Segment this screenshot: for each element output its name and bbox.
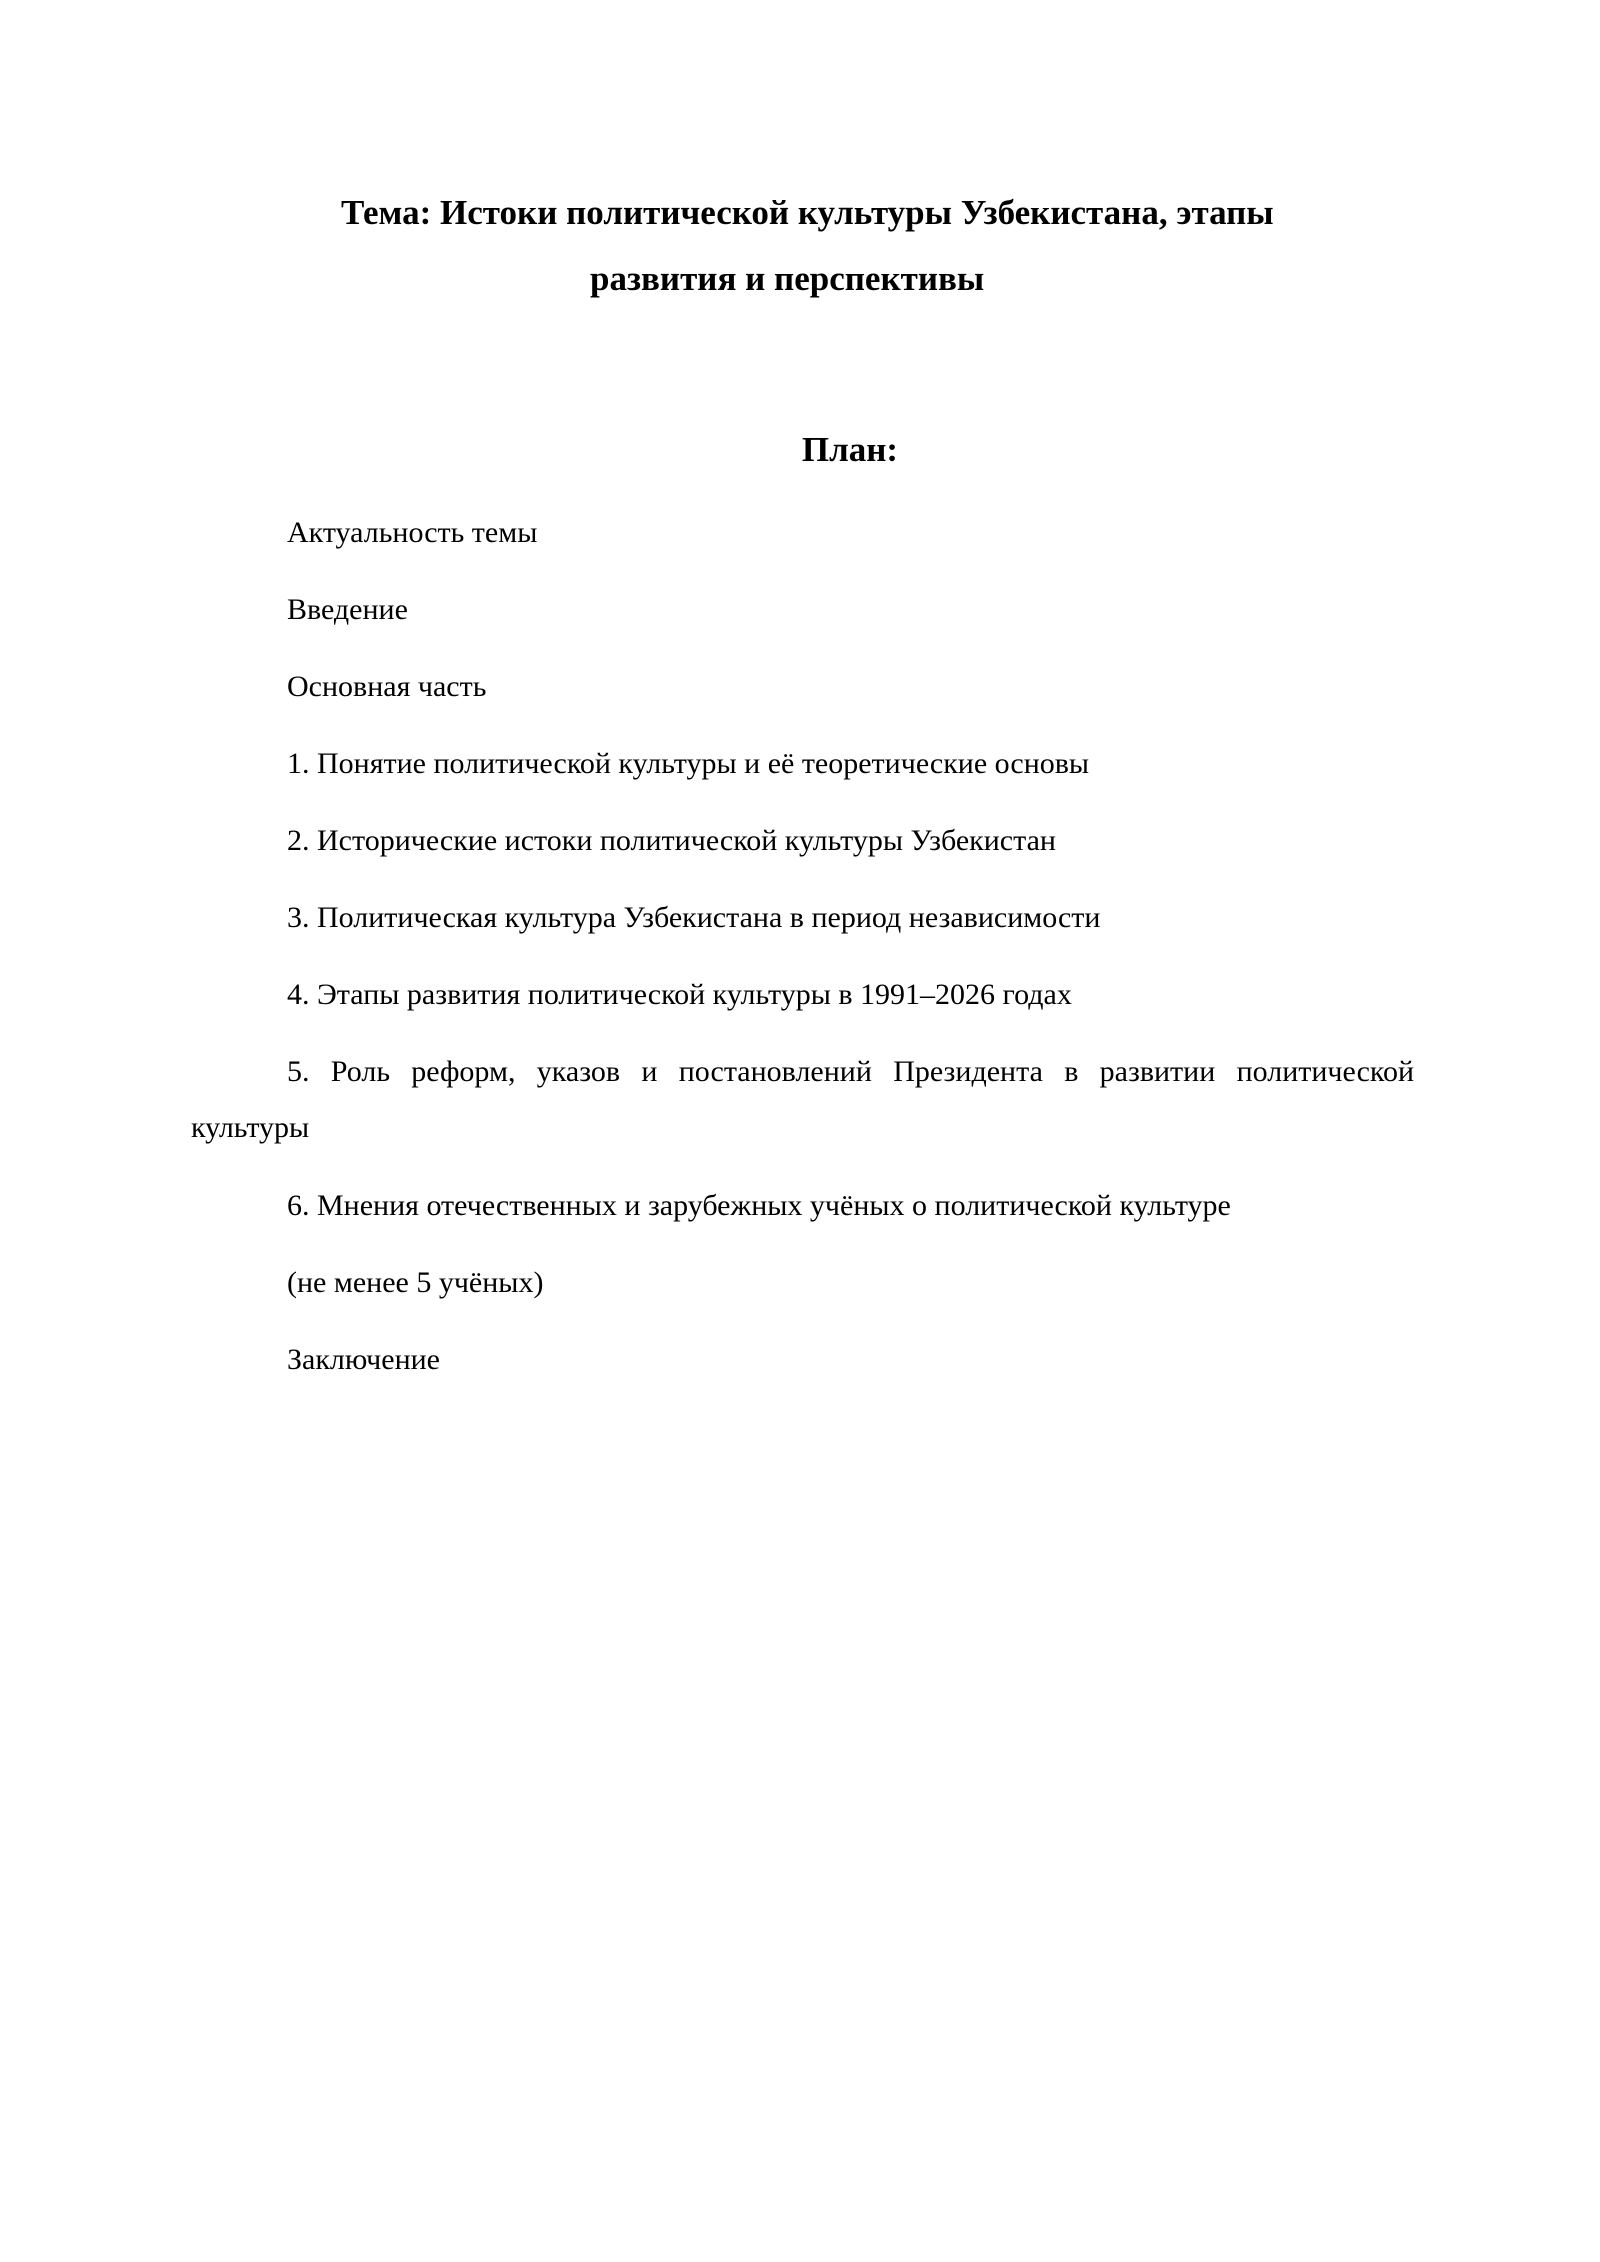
plan-item-main-part: Основная часть	[287, 670, 487, 703]
plan-item-6-note: (не менее 5 учёных)	[287, 1266, 544, 1299]
document-title-line-2: развития и перспективы	[590, 259, 985, 298]
plan-item-5: 5. Роль реформ, указов и постановлений Президента в развитии политической культуры	[191, 1055, 1414, 1144]
plan-item-6: 6. Мнения отечественных и зарубежных учёных о политической культуре	[287, 1189, 1231, 1222]
plan-item-1: 1. Понятие политической культуры и её теоретические основы	[287, 747, 1090, 780]
plan-item-4: 4. Этапы развития политической культуры в 1991–2026 годах	[287, 978, 1072, 1011]
document-title-line-1: Тема: Истоки политической культуры Узбекистана, этапы	[341, 193, 1274, 232]
plan-item-conclusion: Заключение	[287, 1343, 440, 1376]
plan-item-relevance: Актуальность темы	[287, 516, 538, 549]
plan-item-2: 2. Исторические истоки политической культуры Узбекистан	[287, 824, 1056, 857]
plan-item-3: 3. Политическая культура Узбекистана в период независимости	[287, 901, 1101, 934]
plan-item-introduction: Введение	[287, 593, 408, 626]
plan-heading: План:	[801, 430, 899, 469]
